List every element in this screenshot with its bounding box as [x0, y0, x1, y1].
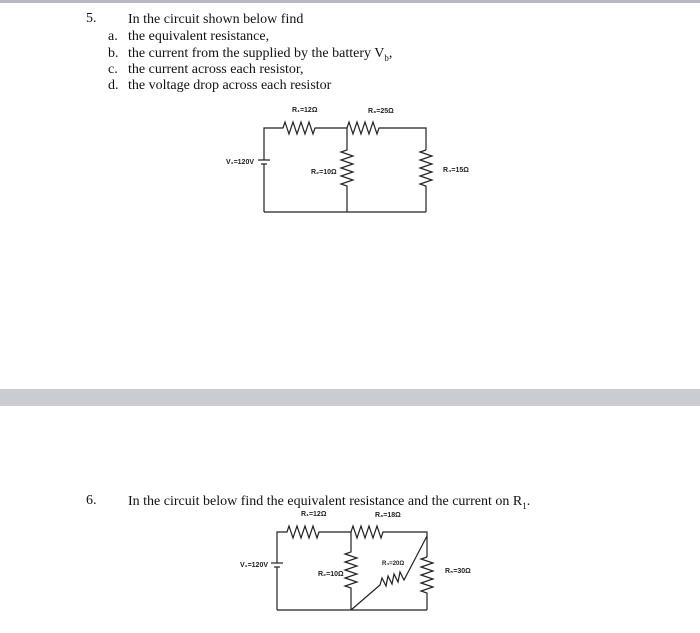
- circuit6-r2-label: R₂=10Ω: [318, 571, 344, 578]
- item-b-suffix: ,: [388, 46, 393, 61]
- problem-6-subscript: 1: [522, 500, 527, 511]
- circuit6-r4-label: R₄=20Ω: [382, 561, 405, 567]
- problem-5-item-b-marker: b.: [108, 46, 119, 61]
- problem-5-item-a: the equivalent resistance,: [128, 29, 270, 44]
- item-b-text: the current from the supplied by the battery V: [128, 46, 385, 61]
- circuit5-source-label: V₁=120V: [226, 159, 254, 166]
- problem-5-item-c-marker: c.: [108, 62, 118, 77]
- problem-6-number: 6.: [86, 493, 97, 508]
- item-b-subscript: b: [384, 52, 389, 63]
- problem-5-number: 5.: [86, 11, 97, 26]
- problem-6-main-text: In the circuit below find the equivalent resistance and the current on R: [128, 494, 523, 509]
- circuit6-r1-label: R₁=12Ω: [301, 511, 327, 518]
- problem-5-item-d: the voltage drop across each resistor: [128, 78, 332, 93]
- circuit5-r3-label: R₃=25Ω: [368, 108, 394, 115]
- circuit5-r2-label: R₂=10Ω: [311, 169, 337, 176]
- problem-6-suffix: .: [526, 494, 531, 509]
- circuit6-source-label: V₁=120V: [240, 562, 268, 569]
- circuit5-r4-label: R₄=15Ω: [443, 167, 469, 174]
- problem-5-intro: In the circuit shown below find: [128, 12, 304, 27]
- problem-5-item-a-marker: a.: [108, 29, 118, 44]
- problem-5-item-d-marker: d.: [108, 78, 119, 93]
- circuit6-r5-label: R₅=30Ω: [445, 568, 471, 575]
- problem-5-item-c: the current across each resistor,: [128, 62, 304, 77]
- circuit6-r3-label: R₃=18Ω: [375, 512, 401, 519]
- circuit5-r1-label: R₁=12Ω: [292, 107, 318, 114]
